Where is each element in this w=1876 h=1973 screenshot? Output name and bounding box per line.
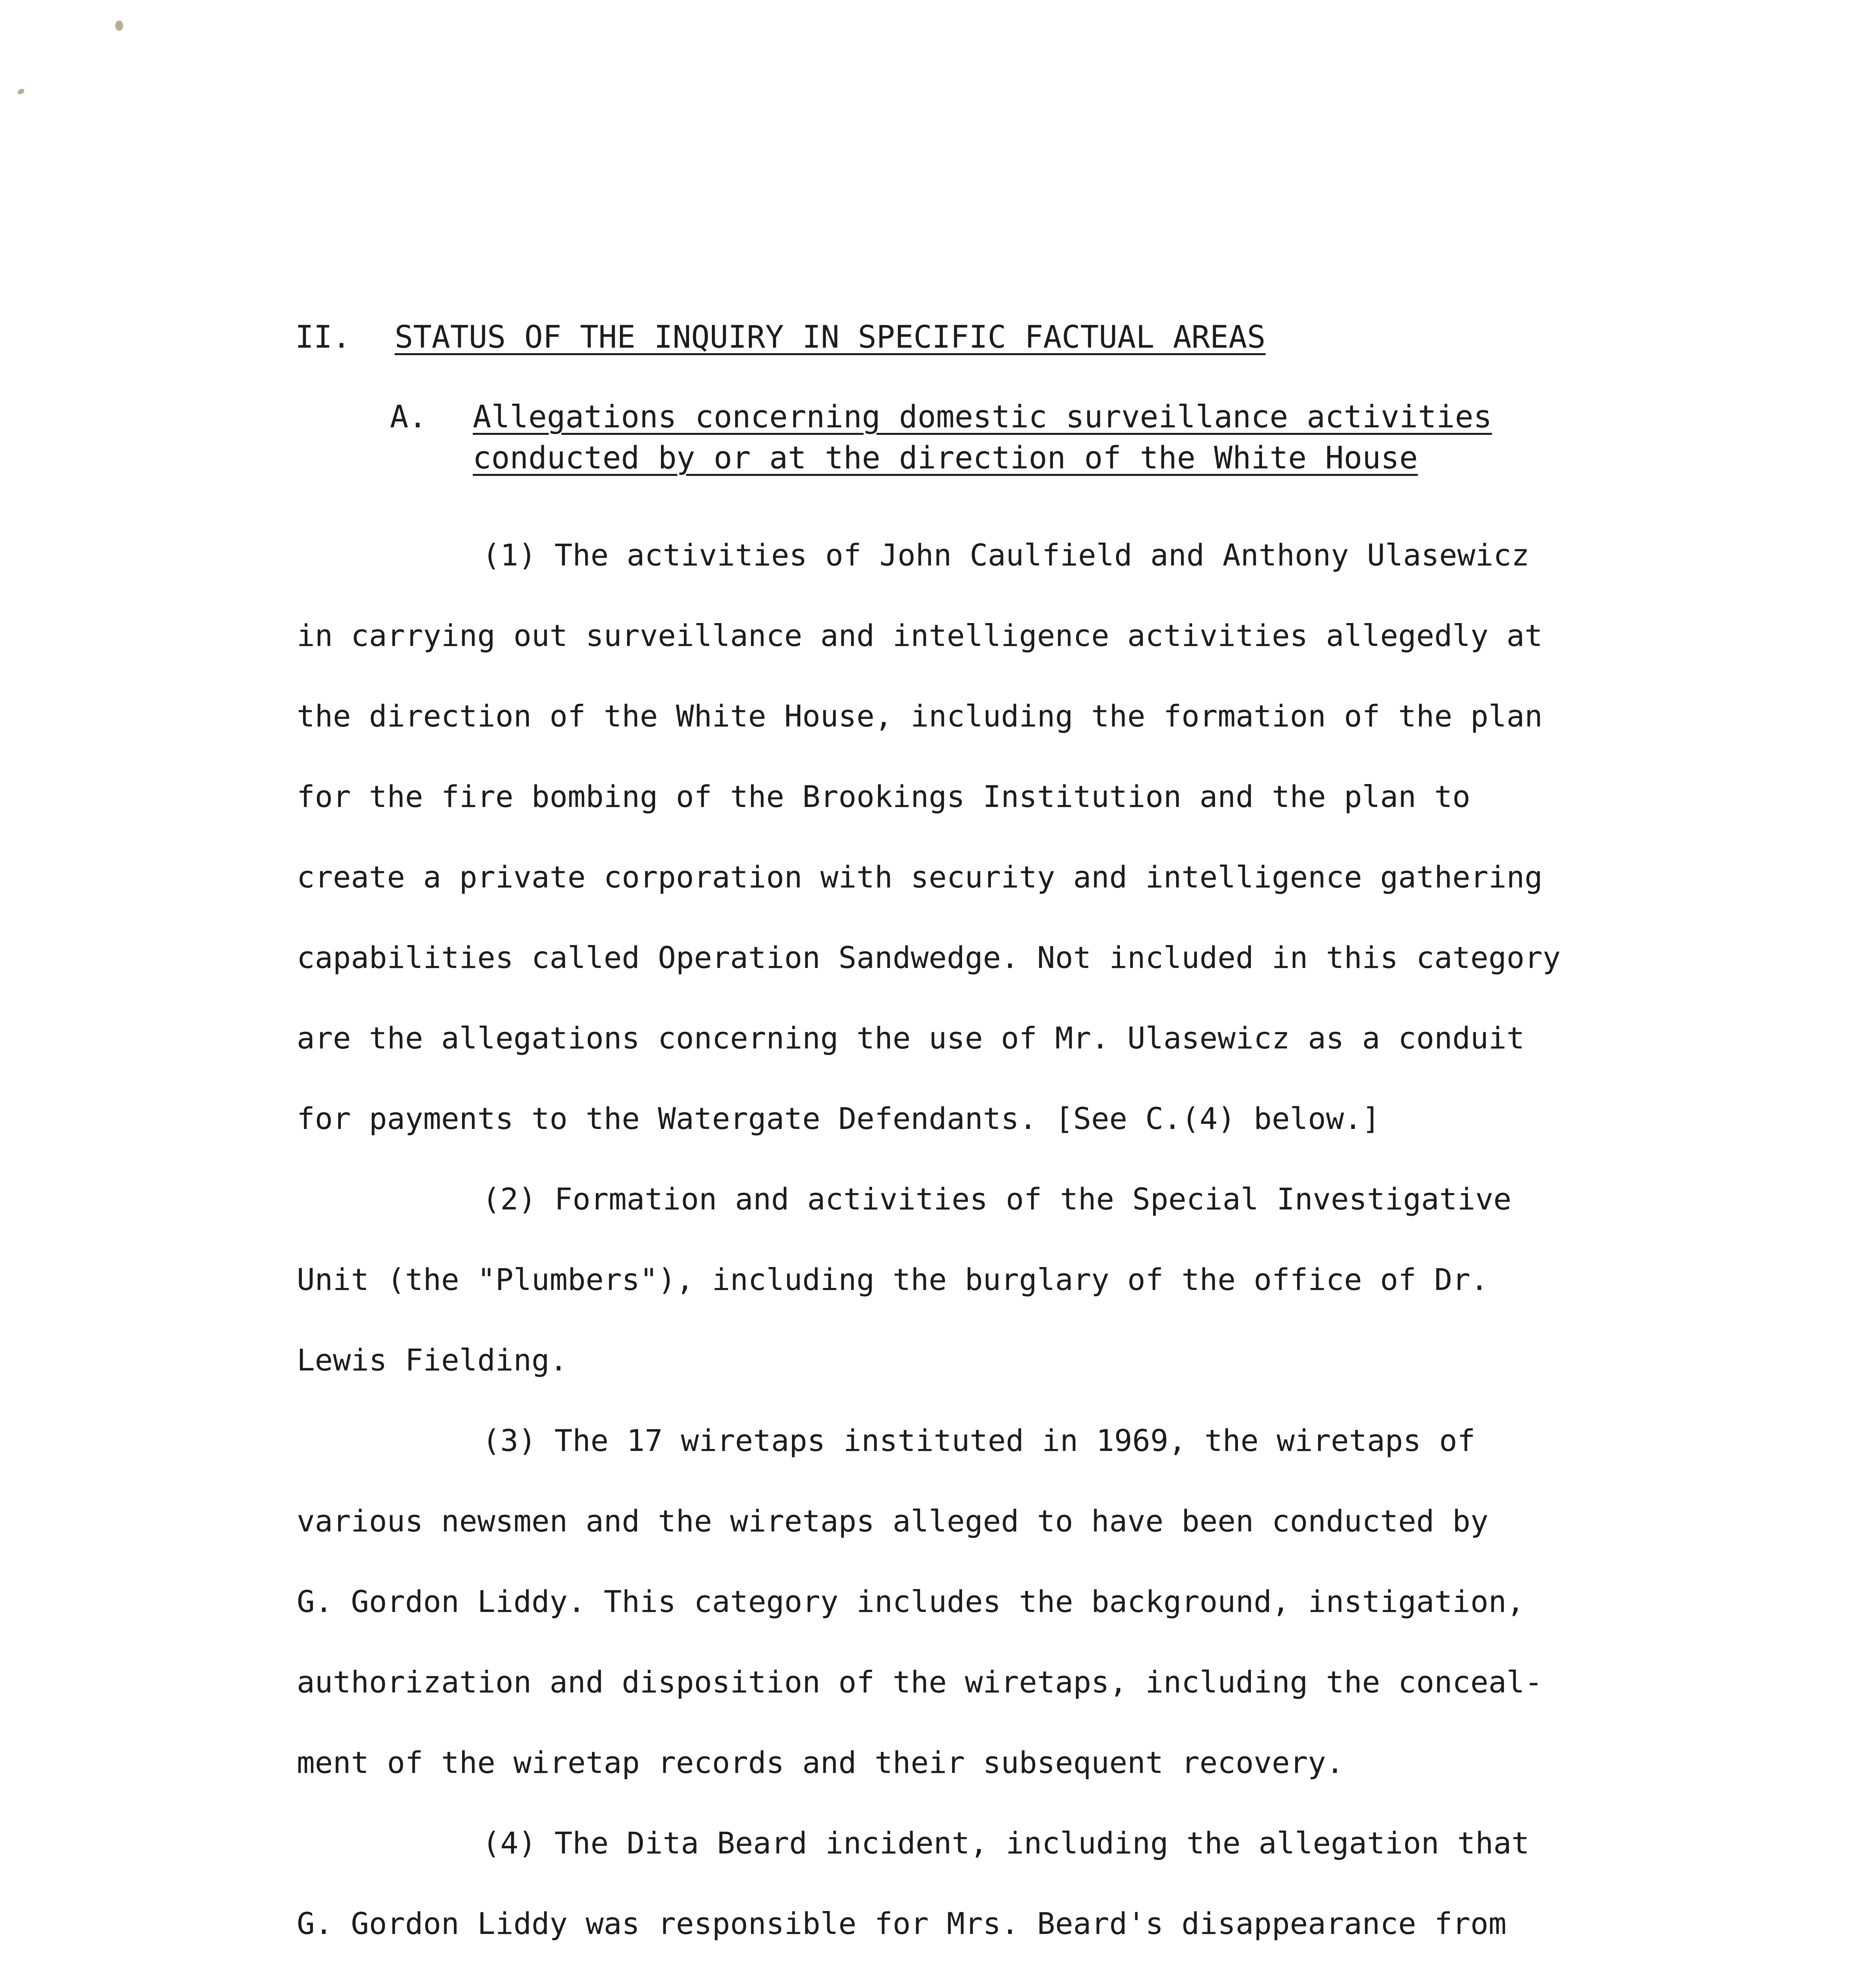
paragraph-2-line: Lewis Fielding. bbox=[297, 1342, 568, 1378]
subsection-title bbox=[473, 397, 1492, 479]
paragraph-1-line: (1) The activities of John Caulfield and Anthony Ulasewicz bbox=[482, 537, 1530, 573]
paragraph-3-line: ment of the wiretap records and their subsequent recovery. bbox=[297, 1745, 1344, 1780]
subsection-title-line: conducted by or at the direction of the White House bbox=[473, 440, 1418, 476]
subsection-letter: A. bbox=[390, 399, 427, 435]
paragraph-3-line: authorization and disposition of the wiretaps, including the conceal- bbox=[297, 1664, 1543, 1700]
paragraph-1-line: for the fire bombing of the Brookings Institution and the plan to bbox=[297, 779, 1471, 814]
paper-speck bbox=[17, 88, 25, 95]
paragraph-4-line bbox=[297, 1964, 1717, 1973]
paragraph-4-line: (4) The Dita Beard incident, including the allegation that bbox=[482, 1825, 1530, 1861]
paragraph-4-line: G. Gordon Liddy was responsible for Mrs. Beard's disappearance from bbox=[297, 1906, 1507, 1941]
section-title: STATUS OF THE INQUIRY IN SPECIFIC FACTUAL AREAS bbox=[395, 320, 1266, 355]
paragraph-1-line: the direction of the White House, including the formation of the plan bbox=[297, 698, 1543, 734]
paragraph-1-line: capabilities called Operation Sandwedge. Not included in this category bbox=[297, 940, 1561, 975]
paper-speck bbox=[115, 21, 123, 31]
paragraph-1-line: create a private corporation with security and intelligence gathering bbox=[297, 859, 1543, 895]
paragraph-2-line: Unit (the "Plumbers"), including the burglary of the office of Dr. bbox=[297, 1262, 1488, 1297]
paragraph-3-line: (3) The 17 wiretaps instituted in 1969, the wiretaps of bbox=[482, 1423, 1475, 1458]
paragraph-1-line: in carrying out surveillance and intelligence activities allegedly at bbox=[297, 618, 1543, 653]
paragraph-3-line: G. Gordon Liddy. This category includes the background, instigation, bbox=[297, 1584, 1525, 1619]
section-heading bbox=[295, 316, 1266, 359]
subsection-title-line: Allegations concerning domestic surveillance activities bbox=[473, 399, 1492, 435]
paragraph-1-line: for payments to the Watergate Defendants. [See C.(4) below.] bbox=[297, 1101, 1380, 1136]
paragraph-3-line: various newsmen and the wiretaps alleged to have been conducted by bbox=[297, 1503, 1488, 1539]
body-text bbox=[297, 515, 1717, 1973]
paragraph-1-line: are the allegations concerning the use of Mr. Ulasewicz as a conduit bbox=[297, 1020, 1525, 1056]
section-number: II. bbox=[295, 320, 351, 355]
paragraph-2-line: (2) Formation and activities of the Special Investigative bbox=[482, 1181, 1512, 1217]
